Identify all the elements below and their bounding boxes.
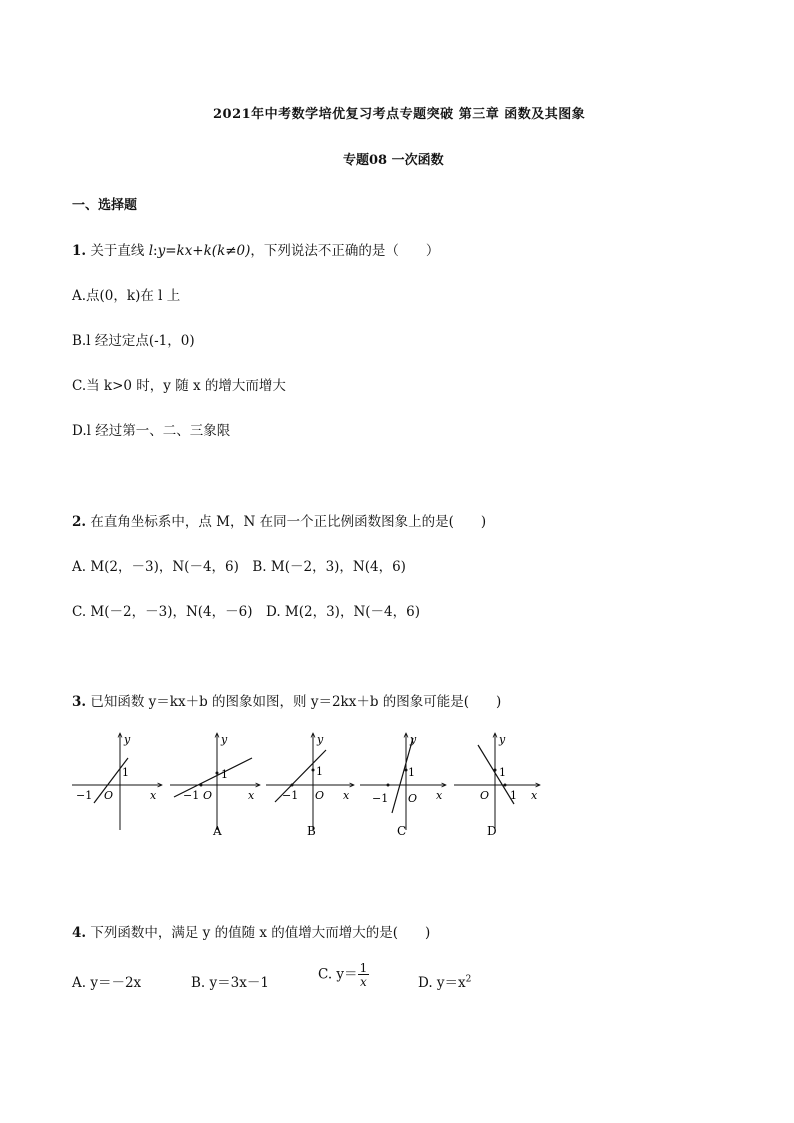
q3-graph-b <box>266 733 354 838</box>
q1-stem-part-c: ，下列说法不正确的是（ ） <box>250 243 440 259</box>
q3-g0-one-label: 1 <box>122 766 129 779</box>
question-1-number: 1. <box>72 243 87 259</box>
q3-ga-origin-label: O <box>203 789 213 802</box>
q1-line-symbol: l <box>148 243 154 259</box>
q3-option-c-label: C <box>397 824 407 838</box>
q1-option-c: C.当 k>0 时，y 随 x 的增大而增大 <box>72 378 286 394</box>
question-2-stem <box>72 510 486 530</box>
q3-graph-d <box>454 733 540 838</box>
q3-gb-origin-label: O <box>315 789 325 802</box>
q3-gc-y-label: y <box>410 733 417 746</box>
section-heading: 一、选择题 <box>72 198 138 213</box>
q3-ga-neg-one-label: −1 <box>183 789 200 802</box>
question-1-stem <box>72 239 439 259</box>
question-4-number: 4. <box>72 925 87 941</box>
q3-ga-one-label: 1 <box>221 768 228 781</box>
q2-options-row-1: A. M(2，－3)，N(－4，6) B. M(－2，3)，N(4，6) <box>72 559 406 575</box>
q3-option-b-label: B <box>307 824 316 838</box>
q4-option-b: B. y＝3x－1 <box>191 975 269 991</box>
q3-g0-y-label: y <box>124 733 131 746</box>
q2-options-row-2: C. M(－2，－3)，N(4，－6) D. M(2，3)，N(－4，6) <box>72 604 420 620</box>
q3-gb-x-label: x <box>343 789 350 802</box>
q3-given-graph <box>72 733 162 830</box>
document-subtitle: 专题08 一次函数 <box>343 153 444 168</box>
q3-gb-one-label: 1 <box>316 765 323 778</box>
q3-graph-c <box>360 733 446 838</box>
q3-gd-pos-one-label: 1 <box>510 789 517 802</box>
q3-gd-origin-label: O <box>480 789 490 802</box>
question-4-stem <box>72 921 430 941</box>
q3-gc-origin-label: O <box>408 792 418 805</box>
q3-g0-x-label: x <box>150 789 157 802</box>
q3-gc-x-label: x <box>436 789 443 802</box>
q3-g0-origin-label: O <box>104 789 114 802</box>
q3-gb-neg-one-label: −1 <box>282 789 299 802</box>
q4-option-c <box>318 962 369 988</box>
q4-option-c-fraction <box>358 962 370 988</box>
q4-stem-text: 下列函数中，满足 y 的值随 x 的值增大而增大的是( ) <box>90 925 431 941</box>
q3-option-a-label: A <box>213 824 222 838</box>
q3-gd-one-label: 1 <box>499 766 506 779</box>
question-3-stem <box>72 690 501 710</box>
q1-stem-part-a: 关于直线 <box>90 243 149 259</box>
q1-option-d: D.l 经过第一、二、三象限 <box>72 423 231 439</box>
q3-stem-text: 已知函数 y＝kx＋b 的图象如图，则 y＝2kx＋b 的图象可能是( ) <box>90 694 502 710</box>
q1-option-b: B.l 经过定点(-1，0) <box>72 333 195 349</box>
q1-option-a: A.点(0，k)在 l 上 <box>72 288 181 304</box>
q3-graph-a <box>170 733 260 838</box>
q4-option-a: A. y＝－2x <box>72 975 142 991</box>
q4-fraction-denominator: x <box>359 975 367 989</box>
q3-ga-y-label: y <box>221 733 228 746</box>
q3-gb-y-label: y <box>317 733 324 746</box>
q3-ga-x-label: x <box>248 789 255 802</box>
q4-option-d-prefix: D. y＝x <box>418 975 466 991</box>
document-title: 2021年中考数学培优复习考点专题突破 第三章 函数及其图象 <box>213 107 586 122</box>
q3-gd-y-label: y <box>499 733 506 746</box>
q4-option-d <box>418 971 471 991</box>
q3-option-d-label: D <box>487 824 497 838</box>
q3-gd-x-label: x <box>531 789 538 802</box>
q2-stem-text: 在直角坐标系中，点 M，N 在同一个正比例函数图象上的是( ) <box>90 514 487 530</box>
question-3-number: 3. <box>72 694 87 710</box>
q3-g0-neg-one-label: −1 <box>76 789 93 802</box>
q3-graphs-figure <box>70 730 550 845</box>
q4-option-c-prefix: C. y＝ <box>318 966 358 983</box>
q3-gc-neg-one-label: −1 <box>372 792 389 805</box>
q1-equation: y=kx+k(k≠0) <box>157 243 251 259</box>
q4-fraction-numerator: 1 <box>359 961 368 975</box>
q1-colon: : <box>153 243 158 259</box>
q3-gc-one-label: 1 <box>408 766 415 779</box>
question-2-number: 2. <box>72 514 87 530</box>
q4-option-d-exponent: 2 <box>465 974 472 985</box>
